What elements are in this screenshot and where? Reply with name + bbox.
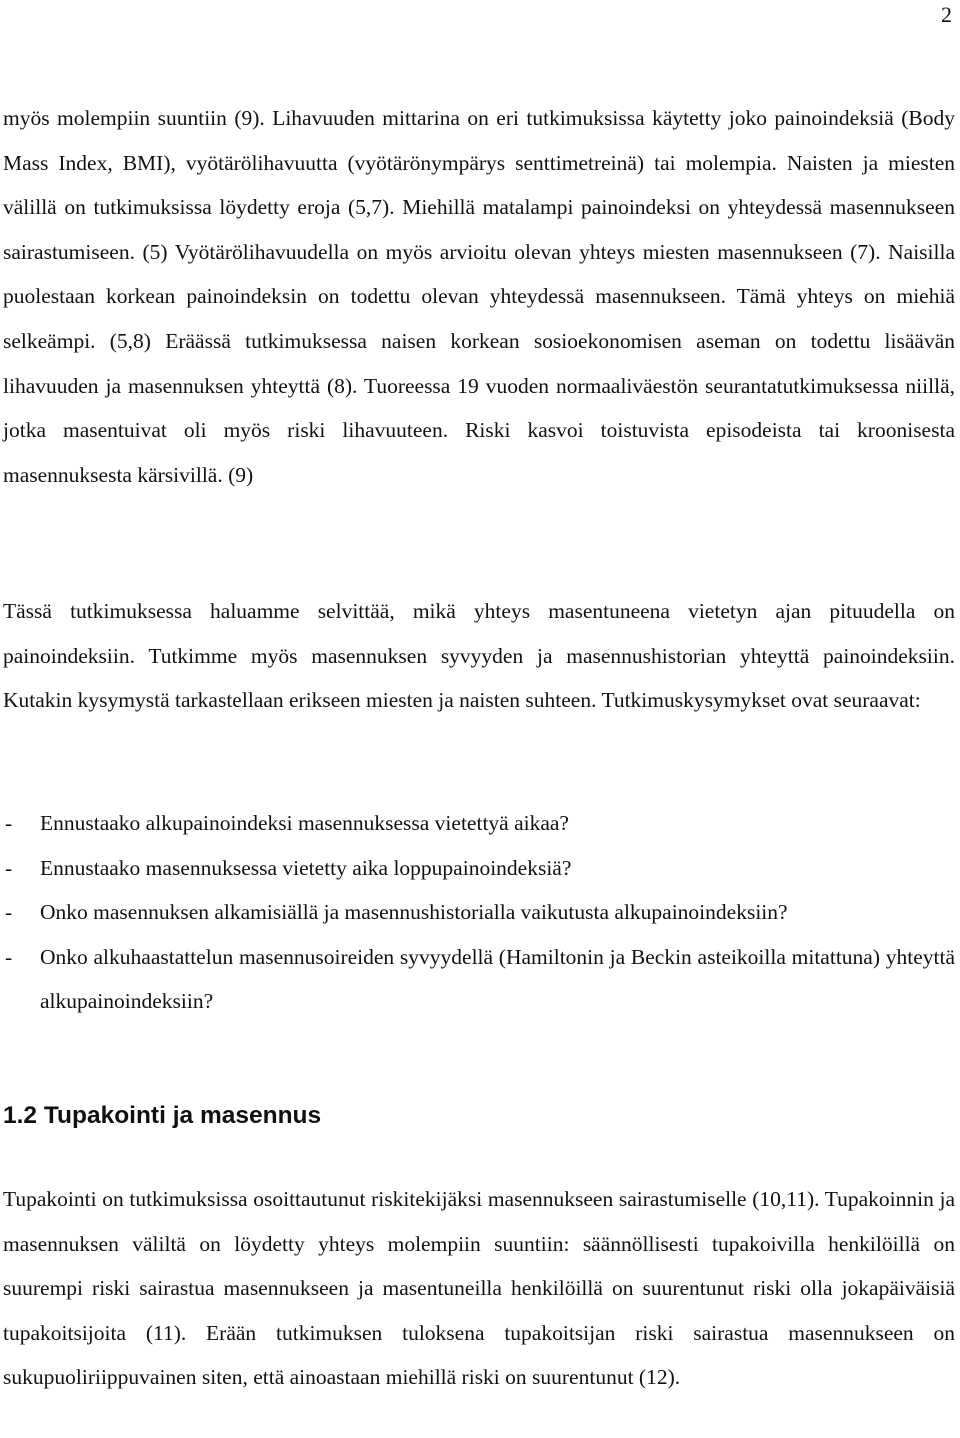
section-heading: 1.2 Tupakointi ja masennus [3, 1102, 322, 1129]
research-question-1: Ennustaako alkupainoindeksi masennuksessa vietettyä aikaa? [40, 811, 569, 835]
paragraph-study-aims: Tässä tutkimuksessa haluamme selvittää, mikä yhteys masentuneena vietetyn ajan pituudella on painoindeksiin. Tutkimme myös masennuksen syvyyden ja masennushistorian yhteyttä painoindeksiin. Kutakin kysymystä tarkastellaan erikseen miesten ja naisten suhteen. Tutkimuskysymykset ovat seuraavat: [3, 599, 955, 713]
paragraph-obesity-depression: myös molempiin suuntiin (9). Lihavuuden mittarina on eri tutkimuksissa käytetty joko painoindeksiä (Body Mass Index, BMI), vyötärölihavuutta (vyötärönympärys senttimetreinä) tai molempia. Naisten ja miesten välillä on tutkimuksissa löydetty eroja (5,7). Miehillä matalampi painoindeksi on yhteydessä masennukseen sairastumiseen. (5) Vyötärölihavuudella on myös arvioitu olevan yhteys miesten masennukseen (7). Naisilla puolestaan korkean painoindeksin on todettu olevan yhteydessä masennukseen. Tämä yhteys on miehiä selkeämpi. (5,8) Eräässä tutkimuksessa naisen korkean sosioekonomisen aseman on todettu lisäävän lihavuuden ja masennuksen yhteyttä (8). Tuoreessa 19 vuoden normaaliväestön seurantatutkimuksessa niillä, jotka masentuivat oli myös riski lihavuuteen. Riski kasvoi toistuvista episodeista tai kroonisesta masennuksesta kärsivillä. (9) [3, 106, 955, 487]
page-number: 2 [941, 2, 952, 27]
research-question-3: Onko masennuksen alkamisiällä ja masennushistorialla vaikutusta alkupainoindeksiin? [40, 900, 788, 925]
list-item [3, 801, 955, 846]
bullet-dash: - [5, 900, 13, 925]
bullet-dash: - [5, 855, 13, 880]
list-item [3, 935, 955, 1024]
research-question-2: Ennustaako masennuksessa vietetty aika loppupainoindeksiä? [40, 855, 572, 880]
list-item [3, 890, 955, 935]
paragraph-smoking-depression: Tupakointi on tutkimuksissa osoittautunut riskitekijäksi masennukseen sairastumiselle (10,11). Tupakoinnin ja masennuksen väliltä on löydetty yhteys molempiin suuntiin: säännöllisesti tupakoivilla henkilöillä on suurempi riski sairastua masennukseen ja masentuneilla henkilöillä on suurentunut riski olla jokapäiväisiä tupakoitsijoita (11). Erään tutkimuksen tuloksena tupakoitsijan riski sairastua masennukseen on sukupuoliriippuvainen siten, että ainoastaan miehillä riski on suurentunut (12). [3, 1187, 955, 1390]
list-item [3, 846, 955, 891]
bullet-dash: - [5, 944, 13, 969]
research-question-4: Onko alkuhaastattelun masennusoireiden syvyydellä (Hamiltonin ja Beckin asteikoilla mitattuna) yhteyttä alkupainoindeksiin? [40, 944, 955, 1014]
research-questions-list [3, 801, 955, 1024]
bullet-dash: - [5, 811, 13, 835]
